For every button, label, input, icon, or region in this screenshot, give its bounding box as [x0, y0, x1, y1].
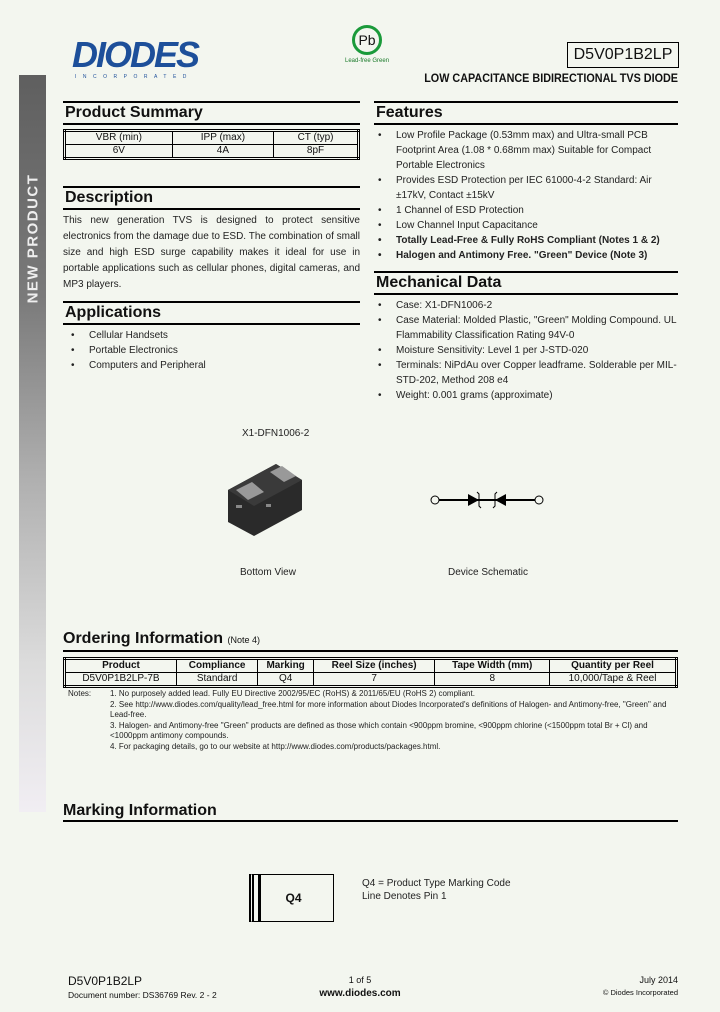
- header-cell: CT (typ): [274, 131, 359, 145]
- section-heading: Ordering Information: [63, 630, 223, 647]
- page-subtitle: LOW CAPACITANCE BIDIRECTIONAL TVS DIODE: [424, 71, 678, 85]
- section-heading: Product Summary: [63, 101, 360, 125]
- list-item: • Low Channel Input Capacitance: [374, 218, 678, 233]
- section-heading: Mechanical Data: [374, 271, 678, 295]
- cell: 4A: [172, 145, 273, 159]
- list-item: • Case: X1-DFN1006-2: [374, 298, 678, 313]
- applications: [63, 301, 360, 373]
- part-number: D5V0P1B2LP: [567, 42, 679, 68]
- description-text: This new generation TVS is designed to protect sensitive electronics from the damage due to ESD. The combination of small size and high ESD surge capability makes it ideal for use in portable applications such as cellular phones, digital cameras, and MP3 players.: [63, 215, 360, 290]
- marking-legend-2: Line Denotes Pin 1: [362, 891, 447, 902]
- logo-subtitle: INCORPORATED: [75, 74, 193, 80]
- section-heading: Features: [374, 101, 678, 125]
- description: [63, 186, 360, 293]
- summary-table: [63, 129, 360, 160]
- ordering-note: (Note 4): [227, 635, 260, 645]
- list-item: • Computers and Peripheral: [67, 358, 360, 373]
- marking-code: Q4: [285, 891, 302, 905]
- list-item: • Terminals: NiPdAu over Copper leadframe. Solderable per MIL-STD-202, Method 208 e4: [374, 358, 678, 388]
- list-item: • Moisture Sensitivity: Level 1 per J-STD-020: [374, 343, 678, 358]
- section-heading: Applications: [63, 301, 360, 325]
- cell: 6V: [65, 145, 173, 159]
- notes-label: Notes:: [68, 689, 92, 698]
- note-item: 4. For packaging details, go to our website at http://www.diodes.com/products/packages.html.: [110, 741, 441, 751]
- header-cell: Quantity per Reel: [550, 659, 677, 673]
- cell: 7: [313, 673, 434, 687]
- section-heading: Marking Information: [63, 802, 678, 822]
- footer-docnum: Document number: DS36769 Rev. 2 - 2: [68, 990, 217, 1000]
- list-item: • Weight: 0.001 grams (approximate): [374, 388, 678, 403]
- list-item: • 1 Channel of ESD Protection: [374, 203, 678, 218]
- list-item: • Cellular Handsets: [67, 328, 360, 343]
- product-summary: [63, 101, 360, 160]
- cell: 8: [435, 673, 550, 687]
- footer-date: July 2014: [639, 975, 678, 985]
- features: [374, 101, 678, 263]
- header-cell: VBR (min): [65, 131, 173, 145]
- note-item: 2. See http://www.diodes.com/quality/lead_free.html for more information about Diodes Incorporated's definitions of Halogen- and Antimony-free, "Green" and Lead-free.: [110, 699, 667, 719]
- section-heading: Description: [63, 186, 360, 210]
- left-column: [63, 101, 360, 373]
- header-cell: Compliance: [176, 659, 257, 673]
- cell: 8pF: [274, 145, 359, 159]
- header-cell: Reel Size (inches): [313, 659, 434, 673]
- header-cell: Tape Width (mm): [435, 659, 550, 673]
- ordering-information: [63, 630, 678, 688]
- cell: Standard: [176, 673, 257, 687]
- table-row: [65, 673, 677, 687]
- mechanical-data: [374, 271, 678, 403]
- new-product-sidebar: [19, 75, 46, 812]
- note-item: 1. No purposely added lead. Fully EU Directive 2002/95/EC (RoHS) & 2011/65/EU (RoHS 2) compliant.: [110, 689, 475, 698]
- cell: 10,000/Tape & Reel: [550, 673, 677, 687]
- footer-copyright: © Diodes Incorporated: [602, 988, 678, 997]
- cell: Q4: [258, 673, 314, 687]
- diode-schematic-icon: [428, 488, 548, 514]
- lead-free-icon: Pb: [352, 25, 382, 55]
- sidebar-label: NEW PRODUCT: [24, 173, 41, 304]
- list-item: • Totally Lead-Free & Fully RoHS Compliant (Notes 1 & 2): [374, 233, 678, 248]
- diodes-logo: DIODES: [72, 34, 199, 75]
- marking-legend-1: Q4 = Product Type Marking Code: [362, 878, 511, 889]
- note-item: 3. Halogen- and Antimony-free "Green" products are defined as those which contain <900ppm bromine, <900ppm chlorine (<1500ppm total Br + Cl) and <1000ppm antimony compounds.: [110, 720, 648, 740]
- footer-page: 1 of 5: [348, 975, 372, 985]
- package-image: [226, 460, 304, 538]
- list-item: • Halogen and Antimony Free. "Green" Device (Note 3): [374, 248, 678, 263]
- footer-part: D5V0P1B2LP: [68, 974, 143, 988]
- lead-free-caption: Lead-free Green: [345, 58, 390, 64]
- package-label: X1-DFN1006-2: [242, 428, 310, 439]
- bottom-view-caption: Bottom View: [240, 567, 296, 578]
- cell: D5V0P1B2LP-7B: [65, 673, 177, 687]
- list-item: • Low Profile Package (0.53mm max) and Ultra-small PCB Footprint Area (1.08 * 0.68mm max) Suitable for Compact Portable Electronics: [374, 128, 678, 173]
- list-item: • Portable Electronics: [67, 343, 360, 358]
- list-item: • Provides ESD Protection per IEC 61000-4-2 Standard: Air ±17kV, Contact ±15kV: [374, 173, 678, 203]
- header-cell: IPP (max): [172, 131, 273, 145]
- header-cell: Product: [65, 659, 177, 673]
- ordering-table: [63, 657, 678, 688]
- list-item: • Case Material: Molded Plastic, "Green" Molding Compound. UL Flammability Classification Rating 94V-0: [374, 313, 678, 343]
- marking-diagram: [249, 874, 334, 922]
- schematic-caption: Device Schematic: [448, 567, 529, 578]
- header-cell: Marking: [258, 659, 314, 673]
- right-column: [374, 101, 678, 403]
- footer-url[interactable]: www.diodes.com: [319, 988, 401, 999]
- notes: [110, 689, 680, 752]
